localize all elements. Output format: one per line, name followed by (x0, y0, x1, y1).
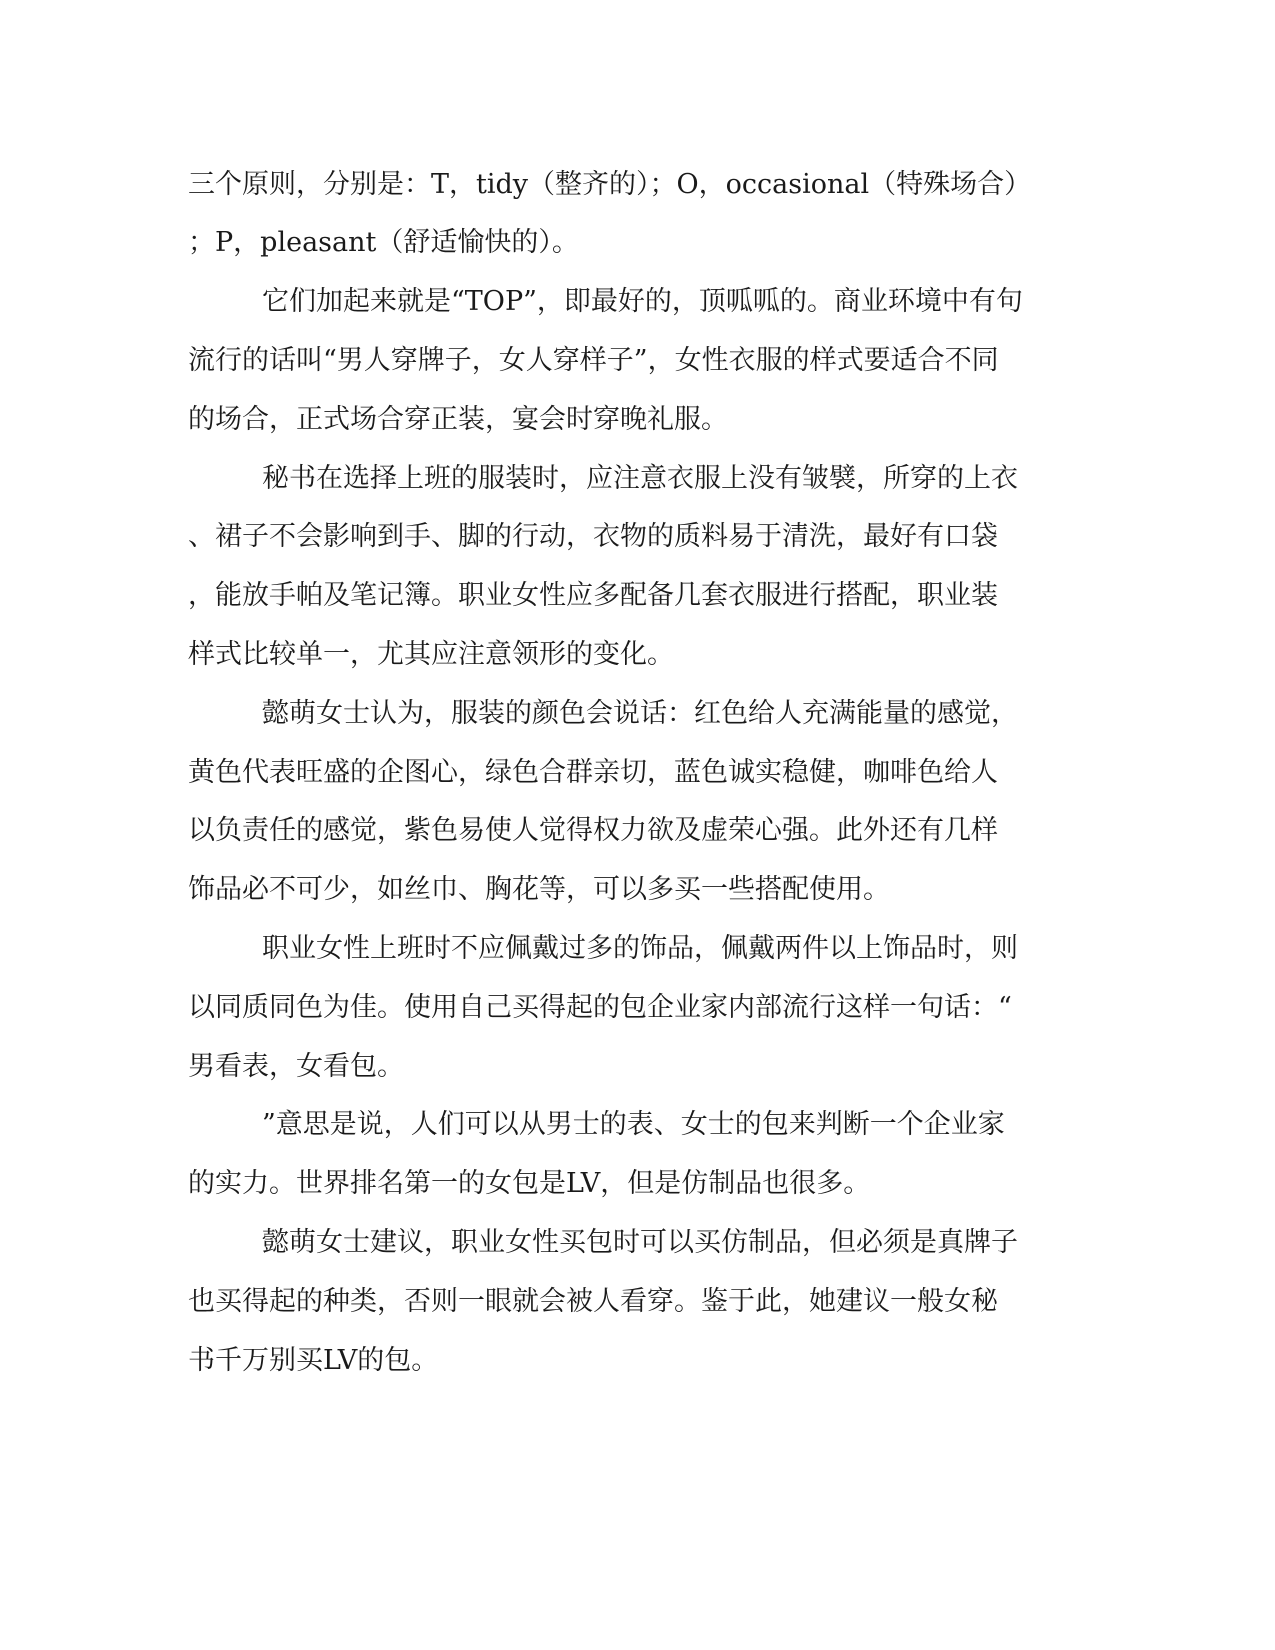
paragraph-first-line: 秘书在选择上班的服装时，应注意衣服上没有皱襞，所穿的上衣 (262, 463, 1018, 494)
text-line: 男看表，女看包。 (188, 1051, 404, 1082)
paragraph-first-line: 它们加起来就是“TOP”，即最好的，顶呱呱的。商业环境中有句 (262, 286, 1023, 317)
text-line: 的场合，正式场合穿正装，宴会时穿晚礼服。 (188, 404, 728, 435)
text-line: ；P，pleasant（舒适愉快的）。 (188, 227, 579, 258)
text-line: 饰品必不可少，如丝巾、胸花等，可以多买一些搭配使用。 (188, 874, 890, 905)
text-line: 以负责任的感觉，紫色易使人觉得权力欲及虚荣心强。此外还有几样 (188, 815, 998, 846)
paragraph-first-line: 职业女性上班时不应佩戴过多的饰品，佩戴两件以上饰品时，则 (262, 933, 1018, 964)
text-line: 黄色代表旺盛的企图心，绿色合群亲切，蓝色诚实稳健，咖啡色给人 (188, 757, 998, 788)
paragraph-first-line: ”意思是说，人们可以从男士的表、女士的包来判断一个企业家 (262, 1109, 1005, 1140)
text-line: 书千万别买LV的包。 (188, 1345, 439, 1376)
text-line: 、裙子不会影响到手、脚的行动，衣物的质料易于清洗，最好有口袋 (188, 521, 998, 552)
text-line: 以同质同色为佳。使用自己买得起的包企业家内部流行这样一句话：“ (188, 992, 1012, 1023)
text-line: 也买得起的种类，否则一眼就会被人看穿。鉴于此，她建议一般女秘 (188, 1286, 998, 1317)
text-line: 的实力。世界排名第一的女包是LV，但是仿制品也很多。 (188, 1168, 871, 1199)
text-line: ，能放手帕及笔记簿。职业女性应多配备几套衣服进行搭配，职业装 (188, 580, 998, 611)
text-line: 样式比较单一，尤其应注意领形的变化。 (188, 639, 674, 670)
paragraph-first-line: 懿萌女士认为，服装的颜色会说话：红色给人充满能量的感觉， (262, 698, 1018, 729)
text-line: 三个原则，分别是：T，tidy（整齐的）；O，occasional（特殊场合） (188, 169, 1032, 200)
paragraph-first-line: 懿萌女士建议，职业女性买包时可以买仿制品，但必须是真牌子 (262, 1227, 1018, 1258)
text-line: 流行的话叫“男人穿牌子，女人穿样子”，女性衣服的样式要适合不同 (188, 345, 999, 376)
